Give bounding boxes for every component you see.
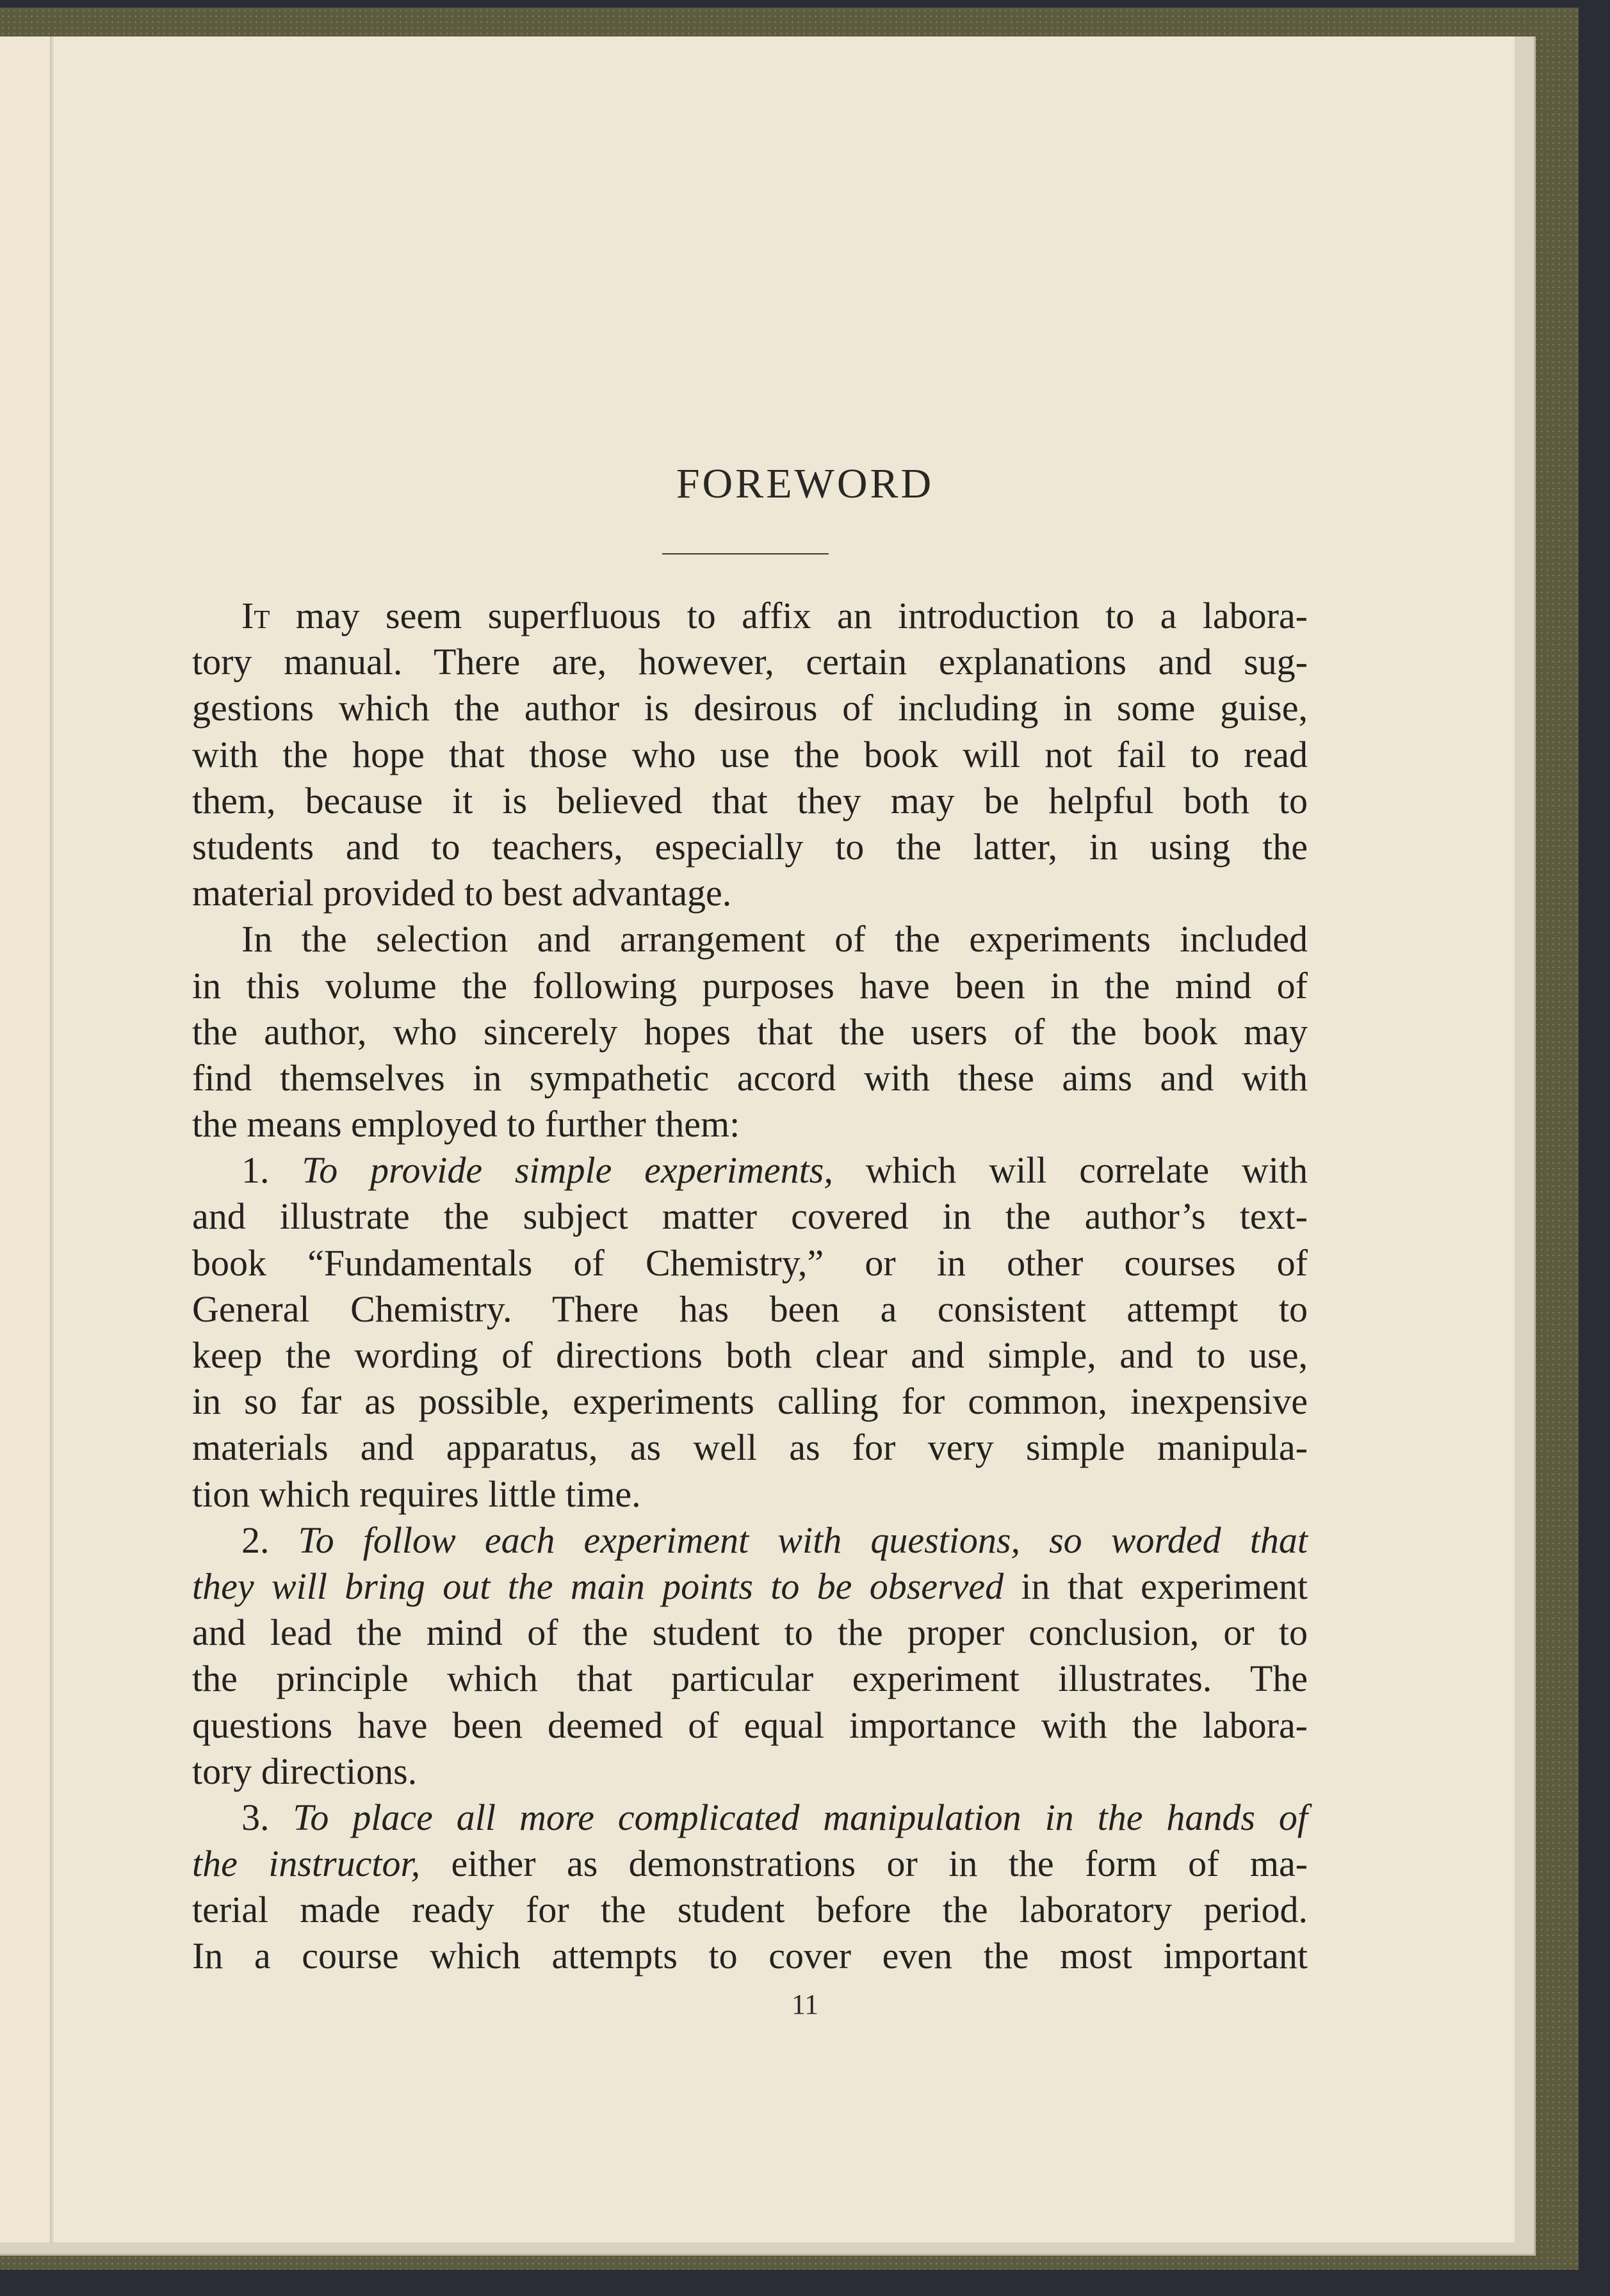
text-line: [192, 639, 1308, 685]
text-segment: In the selection and arrangement of the experiments included: [241, 918, 1308, 960]
text-line: [192, 1286, 1308, 1332]
text-segment: them, because it is believed that they may be helpful both to: [192, 779, 1308, 821]
text-line: [192, 1009, 1308, 1055]
left-page: [0, 36, 50, 2242]
text-segment: the principle which that particular experiment illustrates. The: [192, 1658, 1308, 1700]
text-line: [192, 1193, 1308, 1240]
text-segment: questions have been deemed of equal importance with the labora-: [192, 1704, 1308, 1746]
text-line: [192, 1147, 1308, 1193]
text-line: [192, 593, 1308, 639]
text-segment: It: [241, 595, 270, 636]
text-segment: tion which requires little time.: [192, 1473, 641, 1515]
text-line: [192, 778, 1308, 824]
text-segment: the author, who sincerely hopes that the users of the book may: [192, 1010, 1308, 1053]
text-line: [192, 916, 1308, 962]
text-line: [192, 963, 1308, 1009]
text-segment: the means employed to further them:: [192, 1103, 740, 1145]
text-line: [192, 1378, 1308, 1425]
text-line: [192, 1471, 1308, 1517]
text-line: [192, 824, 1308, 870]
text-line: [192, 1564, 1308, 1610]
text-segment: in this volume the following purposes have been in the mind of: [192, 964, 1308, 1007]
text-line: [192, 685, 1308, 731]
italic-text: To follow each experiment with questions, so worded that: [298, 1519, 1308, 1561]
text-segment: keep the wording of directions both clear and simple, and to use,: [192, 1334, 1308, 1376]
text-line: [192, 1656, 1308, 1702]
text-segment: General Chemistry. There has been a consistent attempt to: [192, 1288, 1308, 1330]
text-segment: with the hope that those who use the book will not fail to read: [192, 733, 1308, 775]
text-line: [192, 1101, 1308, 1147]
text-segment: and lead the mind of the student to the proper conclusion, or to: [192, 1612, 1308, 1654]
text-line: [192, 870, 1308, 916]
text-segment: find themselves in sympathetic accord with these aims and with: [192, 1056, 1308, 1099]
text-segment: terial made ready for the student before the laboratory period.: [192, 1889, 1308, 1931]
text-segment: gestions which the author is desirous of including in some guise,: [192, 687, 1308, 729]
italic-text: To provide simple experiments,: [302, 1149, 833, 1192]
text-segment: may seem superfluous to affix an introduction to a labora-: [270, 595, 1308, 636]
text-line: [192, 1702, 1308, 1749]
text-segment: in that experiment: [1004, 1565, 1308, 1607]
text-segment: 1.: [241, 1149, 302, 1192]
text-segment: material provided to best advantage.: [192, 872, 732, 914]
text-segment: students and to teachers, especially to the latter, in using the: [192, 825, 1308, 868]
text-segment: 3.: [241, 1796, 293, 1838]
text-segment: In a course which attempts to cover even the most important: [192, 1935, 1308, 1977]
text-line: [192, 1332, 1308, 1378]
text-line: [192, 1610, 1308, 1656]
text-line: [192, 1841, 1308, 1887]
text-segment: tory directions.: [192, 1750, 418, 1792]
text-segment: book “Fundamentals of Chemistry,” or in other courses of: [192, 1241, 1308, 1284]
text-line: [192, 1240, 1308, 1286]
page-title: FOREWORD: [676, 460, 934, 507]
text-segment: materials and apparatus, as well as for very simple manipula-: [192, 1427, 1308, 1469]
text-segment: either as demonstrations or in the form of ma-: [420, 1843, 1308, 1885]
text-line: [192, 1425, 1308, 1471]
text-line: [192, 1055, 1308, 1101]
italic-text: they will bring out the main points to be observed: [192, 1565, 1004, 1607]
foreword-text: [192, 593, 1308, 1980]
text-line: [192, 1517, 1308, 1564]
text-line: [192, 732, 1308, 778]
text-line: [192, 1887, 1308, 1933]
italic-text: the instructor,: [192, 1843, 421, 1885]
italic-text: To place all more complicated manipulation in the hands of: [293, 1796, 1308, 1838]
text-line: [192, 1795, 1308, 1841]
text-segment: which will correlate with: [833, 1149, 1308, 1192]
text-line: [192, 1933, 1308, 1979]
text-segment: in so far as possible, experiments calling for common, inexpensive: [192, 1380, 1308, 1423]
text-segment: tory manual. There are, however, certain explanations and sug-: [192, 641, 1308, 683]
title-rule: [662, 553, 829, 554]
text-segment: 2.: [241, 1519, 298, 1561]
page-number: 11: [791, 1989, 819, 2020]
text-segment: and illustrate the subject matter covered in the author’s text-: [192, 1195, 1308, 1238]
text-line: [192, 1749, 1308, 1795]
